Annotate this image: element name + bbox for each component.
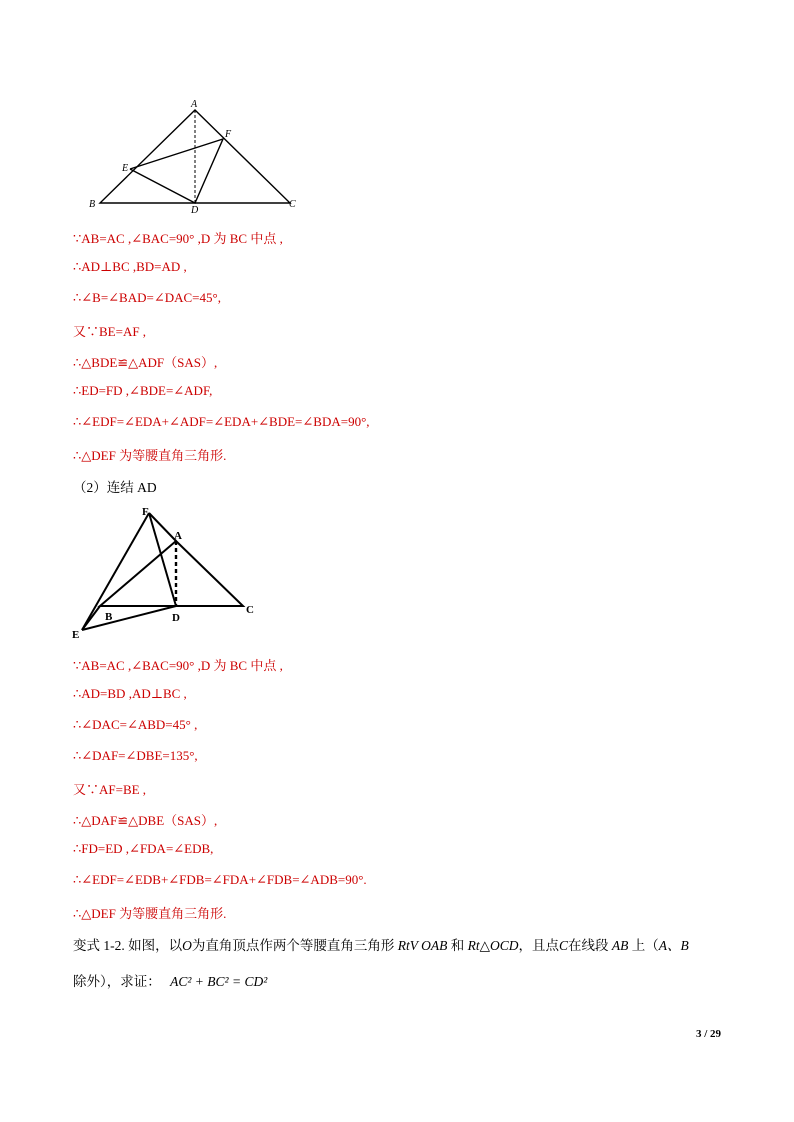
proof1-line: ∴AD⊥BC ,BD=AD ,	[73, 259, 187, 274]
fig1-label-C: C	[289, 199, 296, 210]
variant-text: 变式 1-2. 如图，以	[73, 938, 183, 953]
variant-text: 除外），求证：	[73, 974, 161, 989]
proof2-line: ∴∠EDF=∠EDB+∠FDB=∠FDA+∠FDB=∠ADB=90°.	[73, 872, 367, 887]
fig2-label-E: E	[72, 629, 80, 640]
math-equation: AC² + BC² = CD²	[170, 974, 268, 989]
fig1-label-E: E	[122, 163, 129, 174]
variant-text: 上（	[631, 938, 659, 953]
fig2-label-D: D	[172, 612, 180, 624]
fig2-label-B: B	[105, 611, 113, 623]
fig2-label-F: F	[142, 506, 149, 518]
variant-problem-line-2	[73, 970, 267, 990]
variant-problem-line-1	[73, 934, 689, 954]
fig1-label-A: A	[191, 99, 198, 110]
proof1-line: ∴△BDE≌△ADF（SAS）,	[73, 355, 218, 370]
proof2-line: ∴FD=ED ,∠FDA=∠EDB,	[73, 841, 214, 856]
variant-text: ，且点	[518, 938, 560, 953]
proof1-line: ∵AB=AC ,∠BAC=90° ,D 为 BC 中点 ,	[73, 231, 283, 246]
variant-text: 为直角顶点作两个等腰直角三角形	[191, 938, 395, 953]
proof2-line: ∴△DAF≌△DBE（SAS）,	[73, 813, 218, 828]
proof1-line: 又∵BE=AF ,	[73, 324, 147, 339]
proof1-line: ∴ED=FD ,∠BDE=∠ADF,	[73, 383, 213, 398]
fig2-label-A: A	[174, 530, 182, 542]
fig2-label-C: C	[246, 604, 254, 616]
proof2-line: ∴∠DAC=∠ABD=45° ,	[73, 717, 198, 732]
figure-2-diagram	[70, 505, 270, 640]
variant-text: 在线段	[568, 938, 609, 953]
figure-1-diagram	[85, 95, 310, 215]
proof1-line: ∴∠EDF=∠EDA+∠ADF=∠EDA+∠BDE=∠BDA=90°,	[73, 414, 370, 429]
page-number: 3 / 29	[695, 1028, 721, 1040]
math-rt-oab: RtV OAB	[397, 938, 448, 953]
variant-text: 和	[450, 938, 465, 953]
fig1-label-F: F	[225, 129, 232, 140]
proof2-line: ∵AB=AC ,∠BAC=90° ,D 为 BC 中点 ,	[73, 658, 283, 673]
math-C: C	[559, 938, 569, 953]
fig1-label-B: B	[89, 199, 96, 210]
proof2-line: ∴AD=BD ,AD⊥BC ,	[73, 686, 187, 701]
proof2-line: 又∵AF=BE ,	[73, 782, 147, 797]
math-O: O	[182, 938, 192, 953]
proof2-line: ∴∠DAF=∠DBE=135°,	[73, 748, 198, 763]
math-rt-ocd: Rt△OCD	[467, 938, 519, 953]
proof1-line: ∴△DEF 为等腰直角三角形.	[73, 448, 227, 463]
fig1-label-D: D	[191, 205, 199, 215]
proof2-line: ∴△DEF 为等腰直角三角形.	[73, 906, 227, 921]
math-AB: AB	[611, 938, 629, 953]
proof1-line: ∴∠B=∠BAD=∠DAC=45°,	[73, 290, 221, 305]
math-A-B: A、B	[658, 938, 689, 953]
part-2-heading: （2）连结 AD	[73, 480, 157, 495]
